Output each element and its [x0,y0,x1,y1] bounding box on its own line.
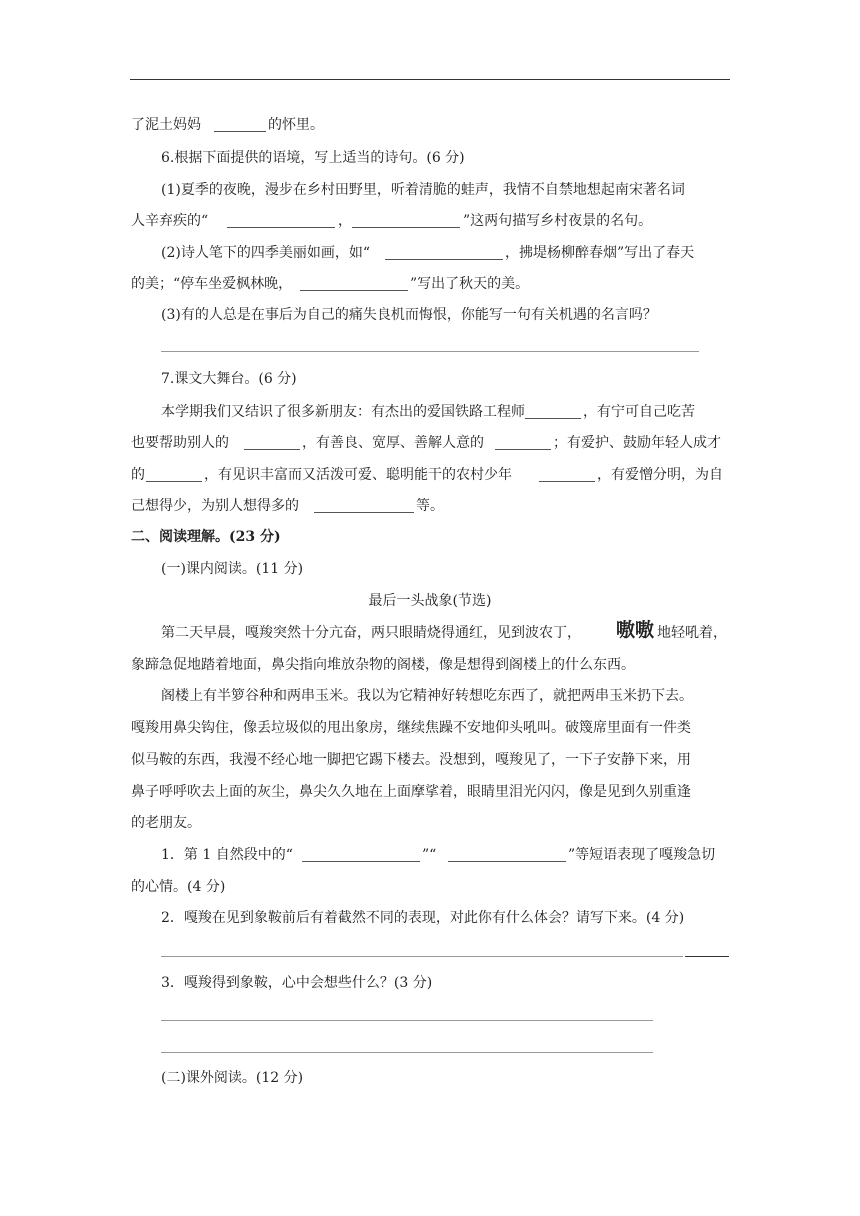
header-rule [130,79,730,80]
answer-line[interactable] [685,956,729,957]
text-line: ， [338,213,352,229]
text-line: 人辛弃疾的“ [131,213,209,229]
section-2-title: 二、阅读理解。(23 分) [131,529,281,545]
answer-blank[interactable] [227,227,335,228]
text-line: 的老朋友。 [131,815,201,831]
answer-blank[interactable] [214,131,266,132]
emphasized-word: 嗷嗷 [616,619,655,641]
answer-blank[interactable] [300,290,408,291]
text-line: (3)有的人总是在事后为自己的痛失良机而悔恨，你能写一句有关机遇的名言吗？ [161,307,657,323]
subsection-title: (一)课内阅读。(11 分) [161,561,304,577]
text-line: 的怀里。 [268,117,324,133]
text-line: 的 [131,467,145,483]
question-6-title: 6.根据下面提供的语境，写上适当的诗句。(6 分) [161,150,465,166]
text-line: 2．嘎羧在见到象鞍前后有着截然不同的表现，对此你有什么体会？请写下来。(4 分) [161,910,685,926]
text-line: ，拂堤杨柳醉春烟”写出了春天 [505,245,695,261]
subsection-title: (二)课外阅读。(12 分) [161,1070,304,1086]
text-line: ，有宁可自己吃苦 [583,404,695,420]
text-line: ”这两句描写乡村夜景的名句。 [463,213,653,229]
text-line: 嘎羧用鼻尖钩住，像丢垃圾似的甩出象房，继续焦躁不安地仰头吼叫。破篾席里面有一件类 [131,720,691,736]
text-line: 本学期我们又结识了很多新朋友：有杰出的爱国铁路工程师 [161,404,525,420]
answer-line[interactable] [161,956,683,957]
text-line: 阁楼上有半箩谷种和两串玉米。我以为它精神好转想吃东西了，就把两串玉米扔下去。 [161,688,693,704]
text-line: 鼻子呼呼吹去上面的灰尘，鼻尖久久地在上面摩挲着，眼睛里泪光闪闪，像是见到久别重逢 [131,784,691,800]
answer-blank[interactable] [352,227,460,228]
text-line: (2)诗人笔下的四季美丽如画，如“ [161,245,370,261]
text-line: ”写出了秋天的美。 [410,276,530,292]
answer-line[interactable] [161,1052,653,1053]
text-line: 地轻吼着， [657,625,727,641]
text-line: ，有爱憎分明，为自 [597,467,723,483]
answer-blank[interactable] [244,449,300,450]
answer-line[interactable] [161,351,699,352]
answer-blank[interactable] [539,481,595,482]
answer-blank[interactable] [448,861,566,862]
text-line: ”“ [422,847,437,863]
text-line: 也要帮助别人的 [131,435,229,451]
text-line: 似马鞍的东西，我漫不经心地一脚把它踢下楼去。没想到，嘎羧见了，一下子安静下来，用 [131,752,691,768]
answer-blank[interactable] [495,449,551,450]
answer-blank[interactable] [525,418,581,419]
text-line: 3．嘎羧得到象鞍，心中会想些什么？(3 分) [161,975,433,991]
answer-blank[interactable] [302,861,420,862]
text-line: (1)夏季的夜晚，漫步在乡村田野里，听着清脆的蛙声，我情不自禁地想起南宋著名词 [161,182,685,198]
answer-blank[interactable] [314,512,414,513]
question-7-title: 7.课文大舞台。(6 分) [161,371,297,387]
text-line: 1．第 1 自然段中的“ [161,847,293,863]
text-line: 了泥土妈妈 [131,117,201,133]
text-line: ，有见识丰富而又活泼可爱、聪明能干的农村少年 [204,467,512,483]
text-line: 第二天早晨，嘎羧突然十分亢奋，两只眼睛烧得通红，见到波农丁， [161,625,581,641]
text-line: ；有爱护、鼓励年轻人成才 [553,435,721,451]
text-line: 等。 [416,498,444,514]
answer-blank[interactable] [385,259,503,260]
answer-blank[interactable] [146,481,202,482]
text-line: ，有善良、宽厚、善解人意的 [302,435,484,451]
text-line: 的心情。(4 分) [131,879,226,895]
answer-line[interactable] [161,1020,653,1021]
passage-title: 最后一头战象(节选) [368,593,492,609]
text-line: ”等短语表现了嘎羧急切 [568,847,716,863]
text-line: 的美；“停车坐爱枫林晚， [131,276,293,292]
text-line: 象蹄急促地踏着地面，鼻尖指向堆放杂物的阁楼，像是想得到阁楼上的什么东西。 [131,657,635,673]
text-line: 己想得少，为别人想得多的 [131,498,299,514]
